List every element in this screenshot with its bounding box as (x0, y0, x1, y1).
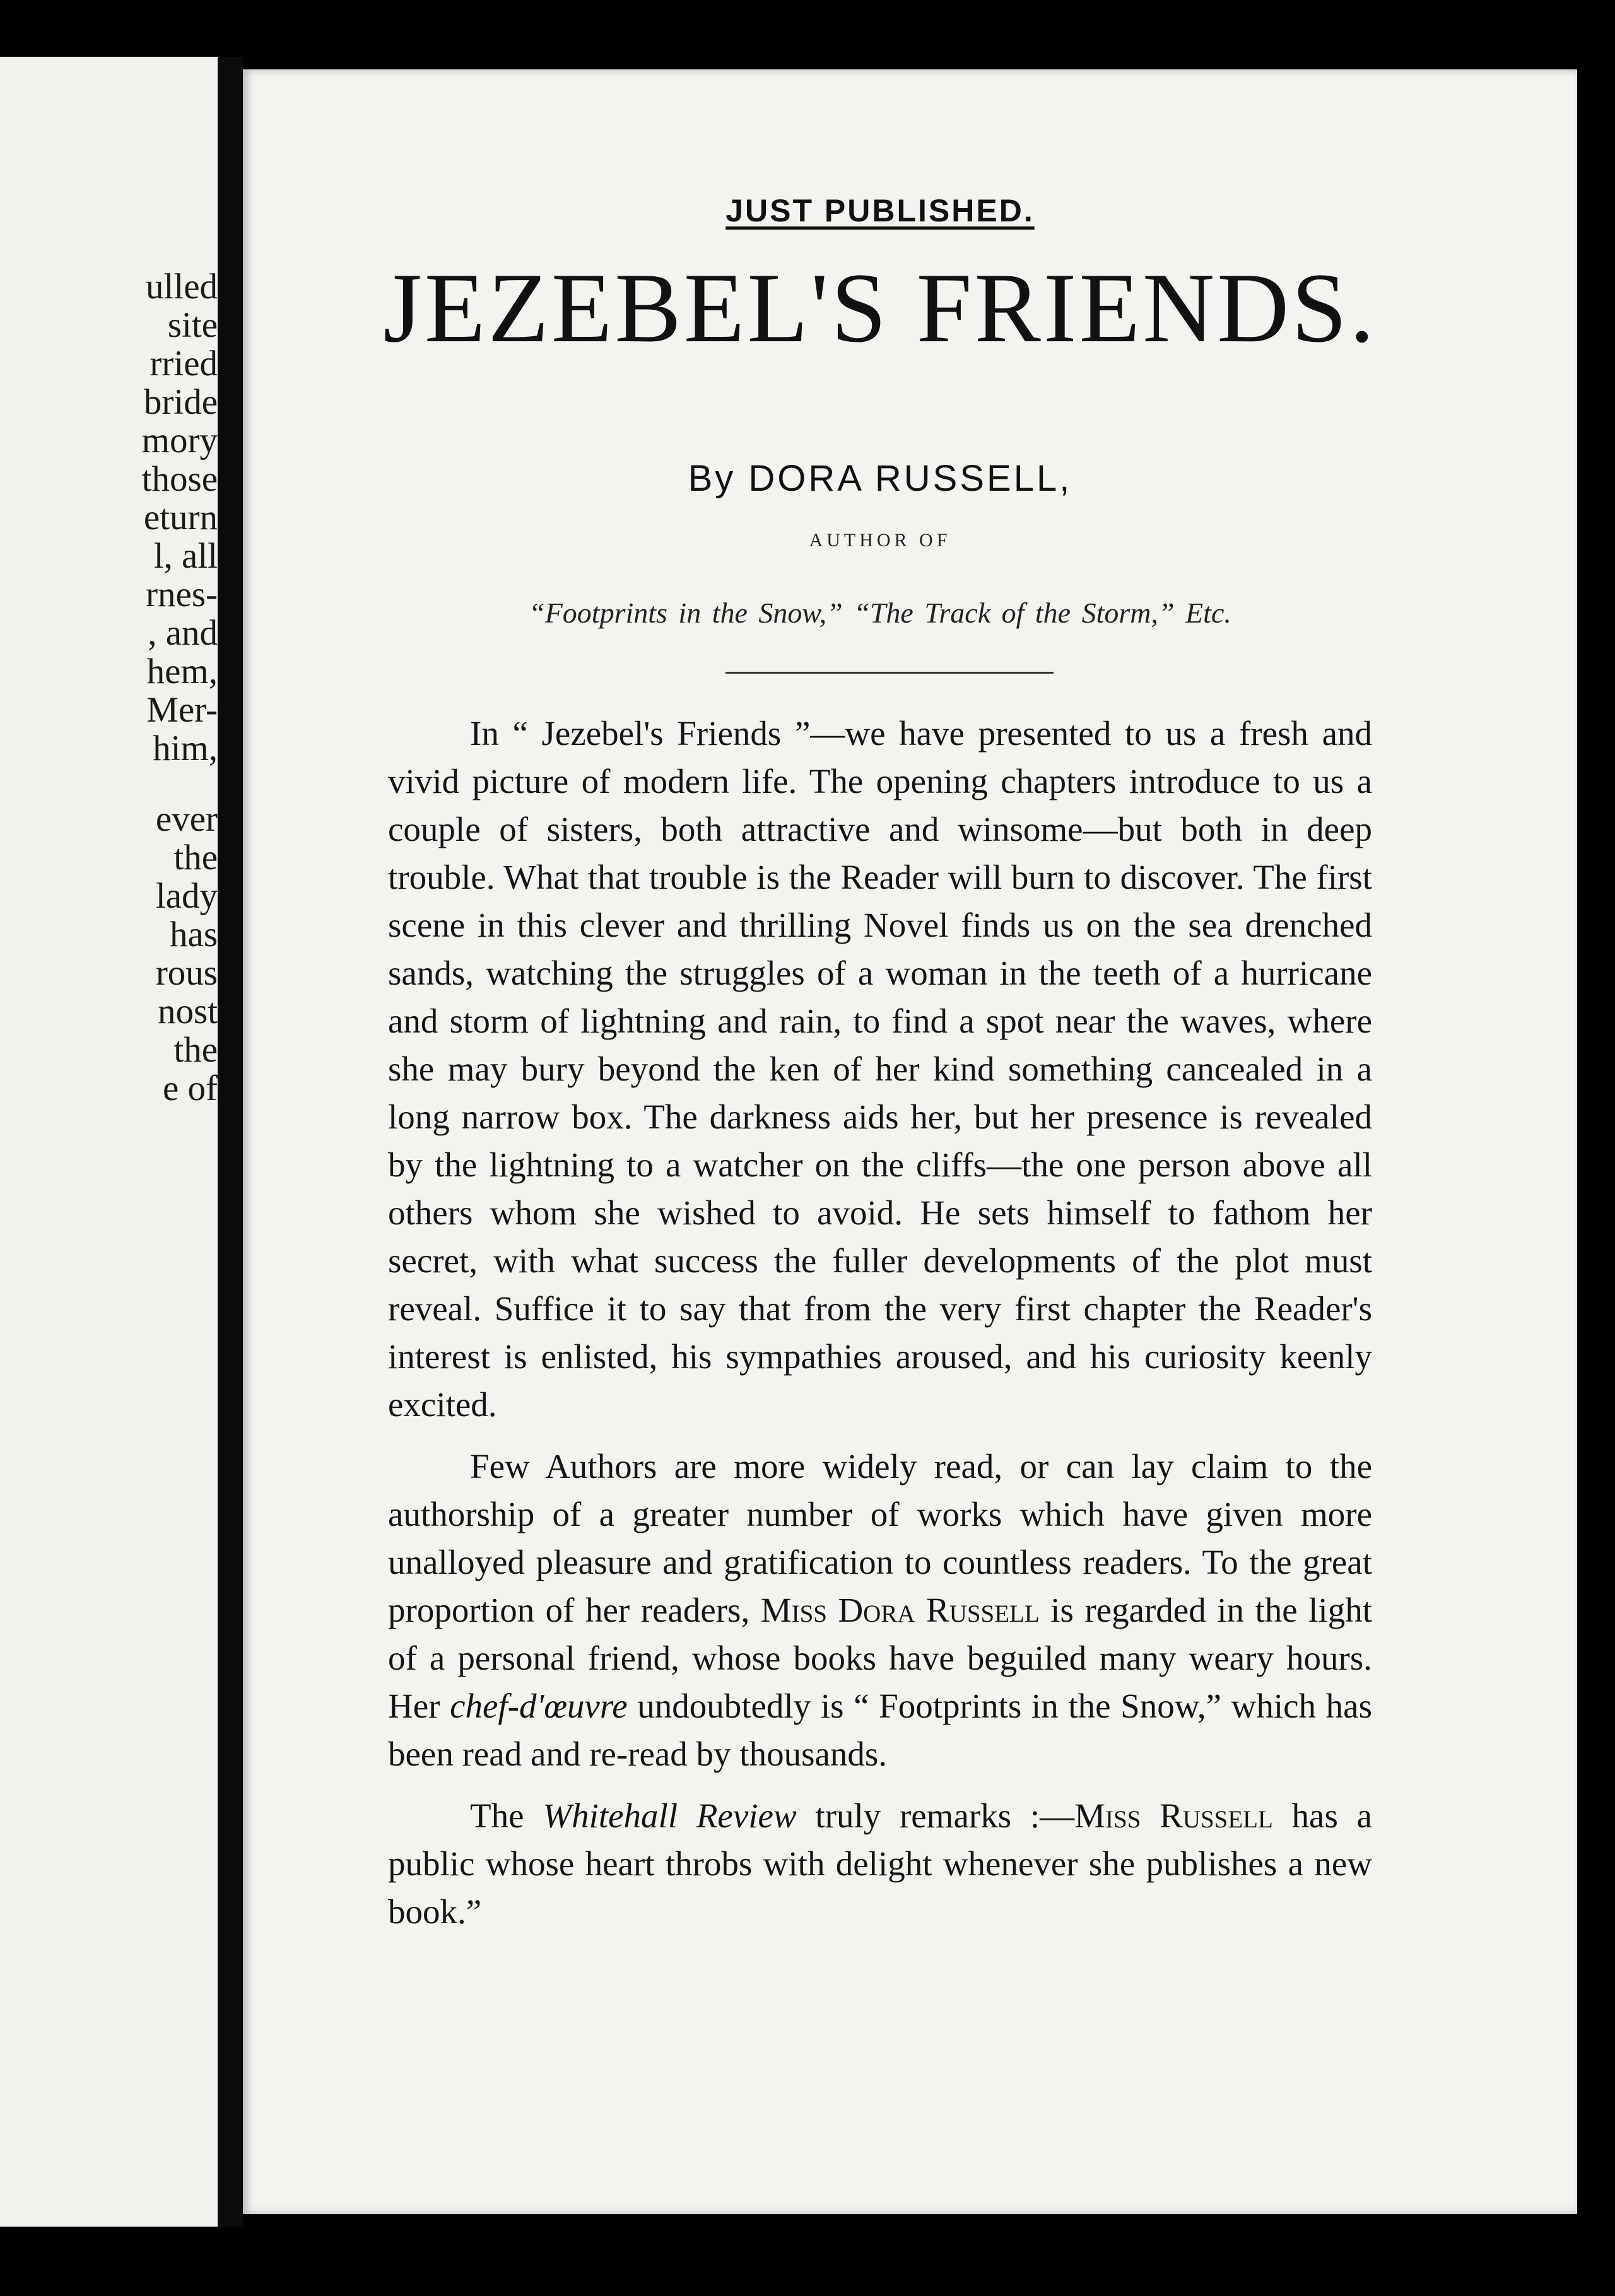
left-page-fragment: rried (150, 344, 218, 384)
left-page-fragment: the (173, 838, 218, 877)
left-page-fragment: lady (155, 876, 218, 916)
left-page-fragment: l, all (153, 536, 218, 576)
left-page-fragment: the (173, 1030, 218, 1070)
left-page-edge (0, 57, 218, 2227)
body-text (388, 710, 1372, 1950)
author-byline: By DORA RUSSELL, (688, 458, 1072, 499)
left-page-fragment: hem, (146, 652, 218, 691)
right-page (243, 69, 1577, 2214)
left-page-fragment: Mer- (146, 690, 218, 730)
book-title: JEZEBEL'S FRIENDS. (383, 253, 1377, 363)
left-page-fragment: eturn (143, 498, 218, 537)
author-name: Miss Dora Russell (760, 1591, 1040, 1629)
paragraph-1: In “ Jezebel's Friends ”—we have presented to us a fresh and vivid picture of modern life. The opening chapters introduce to us a couple of sisters, both attractive and winsome—but both in deep trouble. What that trouble is the Reader will burn to discover. The first scene in this clever and thrilling Novel finds us on the sea drenched sands, watching the struggles of a woman in the teeth of a hurricane and storm of lightning and rain, to find a spot near the waves, where she may bury beyond the ken of her kind something cancealed in a long narrow box. The darkness aids her, but her presence is revealed by the lightning to a watcher on the cliffs—the one person above all others whom she wished to avoid. He sets himself to fathom her secret, with what success the fuller developments of the plot must reveal. Suffice it to say that from the very first chapter the Reader's interest is enlisted, his sympathies aroused, and his curiosity keenly excited. (388, 714, 1372, 1424)
left-page-fragment: ulled (146, 267, 218, 307)
left-page-fragment: bride (143, 382, 218, 422)
other-works-list: “Footprints in the Snow,” “The Track of the Storm,” Etc. (529, 597, 1231, 629)
left-page-fragment: those (141, 459, 218, 499)
paragraph-3: The Whitehall Review truly remarks :—Miss Russell has a public whose heart throbs with delight whenever she publishes a new book.” (388, 1796, 1372, 1931)
left-page-fragment: ever (155, 799, 218, 839)
just-published-heading: JUST PUBLISHED. (725, 193, 1035, 228)
left-page-fragment: e of (162, 1069, 218, 1108)
paragraph-2: Few Authors are more widely read, or can lay claim to the authorship of a greater number of works which have given more unalloyed pleasure and gratification to countless readers. To the great proportion of her readers, Miss Dora Russell is regarded in the light of a personal friend, whose books have beguiled many weary hours. Her chef-d'œuvre undoubtedly is “ Footprints in the Snow,” which has been read and re-read by thousands. (388, 1447, 1372, 1773)
left-page-fragment: has (170, 915, 218, 954)
left-page-fragment: him, (153, 729, 218, 768)
left-page-fragment: nost (157, 992, 218, 1031)
left-page-fragment: , and (148, 613, 218, 653)
left-page-fragment: mory (141, 421, 218, 460)
left-page-fragment: site (167, 305, 218, 345)
author-name: Miss Russell (1074, 1796, 1273, 1835)
review-title: Whitehall Review (543, 1796, 797, 1835)
chef-doeuvre: chef-d'œuvre (450, 1687, 628, 1725)
book-spine-gutter (218, 57, 243, 2227)
divider-rule (725, 672, 1054, 674)
left-page-fragment: rous (155, 953, 218, 993)
left-page-fragment: rnes- (146, 575, 218, 614)
author-of-label: AUTHOR OF (809, 530, 951, 551)
